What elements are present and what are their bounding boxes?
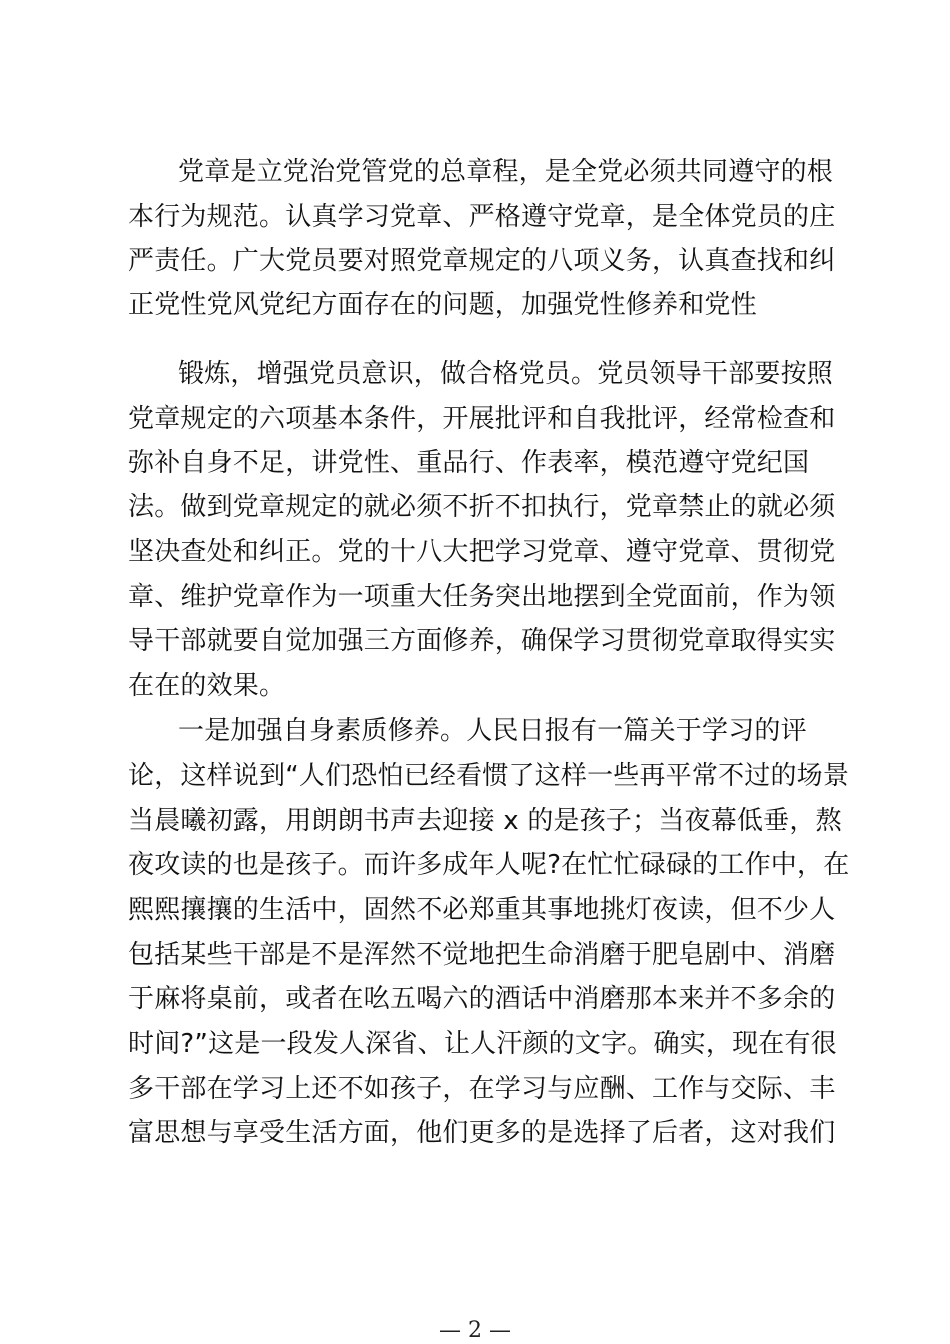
paragraph-2-line-6: 章、维护党章作为一项重大任务突出地摆到全党面前，作为领 [128,582,836,612]
paragraph-3-line-7: 于麻将桌前，或者在吆五喝六的酒话中消磨那本来并不多余的 [128,984,836,1014]
paragraph-1-line-4: 正党性党风党纪方面存在的问题，加强党性修养和党性 [128,290,757,320]
paragraph-3-line-5: 熙熙攘攘的生活中，固然不必郑重其事地挑灯夜读，但不少人 [128,895,836,925]
paragraph-3-line-8: 时间?”这是一段发人深省、让人汗颜的文字。确实，现在有很 [128,1029,837,1059]
paragraph-3-line-9: 多干部在学习上还不如孩子，在学习与应酬、工作与交际、丰 [128,1074,836,1104]
paragraph-1-line-1: 党章是立党治党管党的总章程，是全党必须共同遵守的根 [178,157,834,187]
paragraph-3-line-10: 富思想与享受生活方面，他们更多的是选择了后者，这对我们 [128,1118,836,1148]
paragraph-2-line-7: 导干部就要自觉加强三方面修养，确保学习贯彻党章取得实实 [128,626,836,656]
paragraph-1-line-3: 严责任。广大党员要对照党章规定的八项义务，认真查找和纠 [128,246,836,276]
paragraph-3-line-3: 当晨曦初露，用朗朗书声去迎接 x 的是孩子；当夜幕低垂，熬 [128,806,842,836]
paragraph-2-line-4: 法。做到党章规定的就必须不折不扣执行，党章禁止的就必须 [128,492,836,522]
paragraph-2-line-3: 弥补自身不足，讲党性、重品行、作表率，模范遵守党纪国 [128,448,810,478]
paragraph-2-line-5: 坚决查处和纠正。党的十八大把学习党章、遵守党章、贯彻党 [128,537,836,567]
paragraph-2-line-2: 党章规定的六项基本条件，开展批评和自我批评，经常检查和 [128,404,836,434]
page-number: — 2 — [439,1318,511,1343]
paragraph-1-line-2: 本行为规范。认真学习党章、严格遵守党章，是全体党员的庄 [128,202,836,232]
paragraph-3-line-6: 包括某些干部是不是浑然不觉地把生命消磨于肥皂剧中、消磨 [128,940,836,970]
paragraph-2-line-8: 在在的效果。 [128,671,286,701]
paragraph-3-line-1: 一是加强自身素质修养。人民日报有一篇关于学习的评 [178,716,807,746]
paragraph-3-line-4: 夜攻读的也是孩子。而许多成年人呢?在忙忙碌碌的工作中，在 [128,850,850,880]
paragraph-2-line-1: 锻炼，增强党员意识，做合格党员。党员领导干部要按照 [178,359,834,389]
paragraph-3-line-2: 论，这样说到“人们恐怕已经看惯了这样一些再平常不过的场景 [128,761,850,791]
